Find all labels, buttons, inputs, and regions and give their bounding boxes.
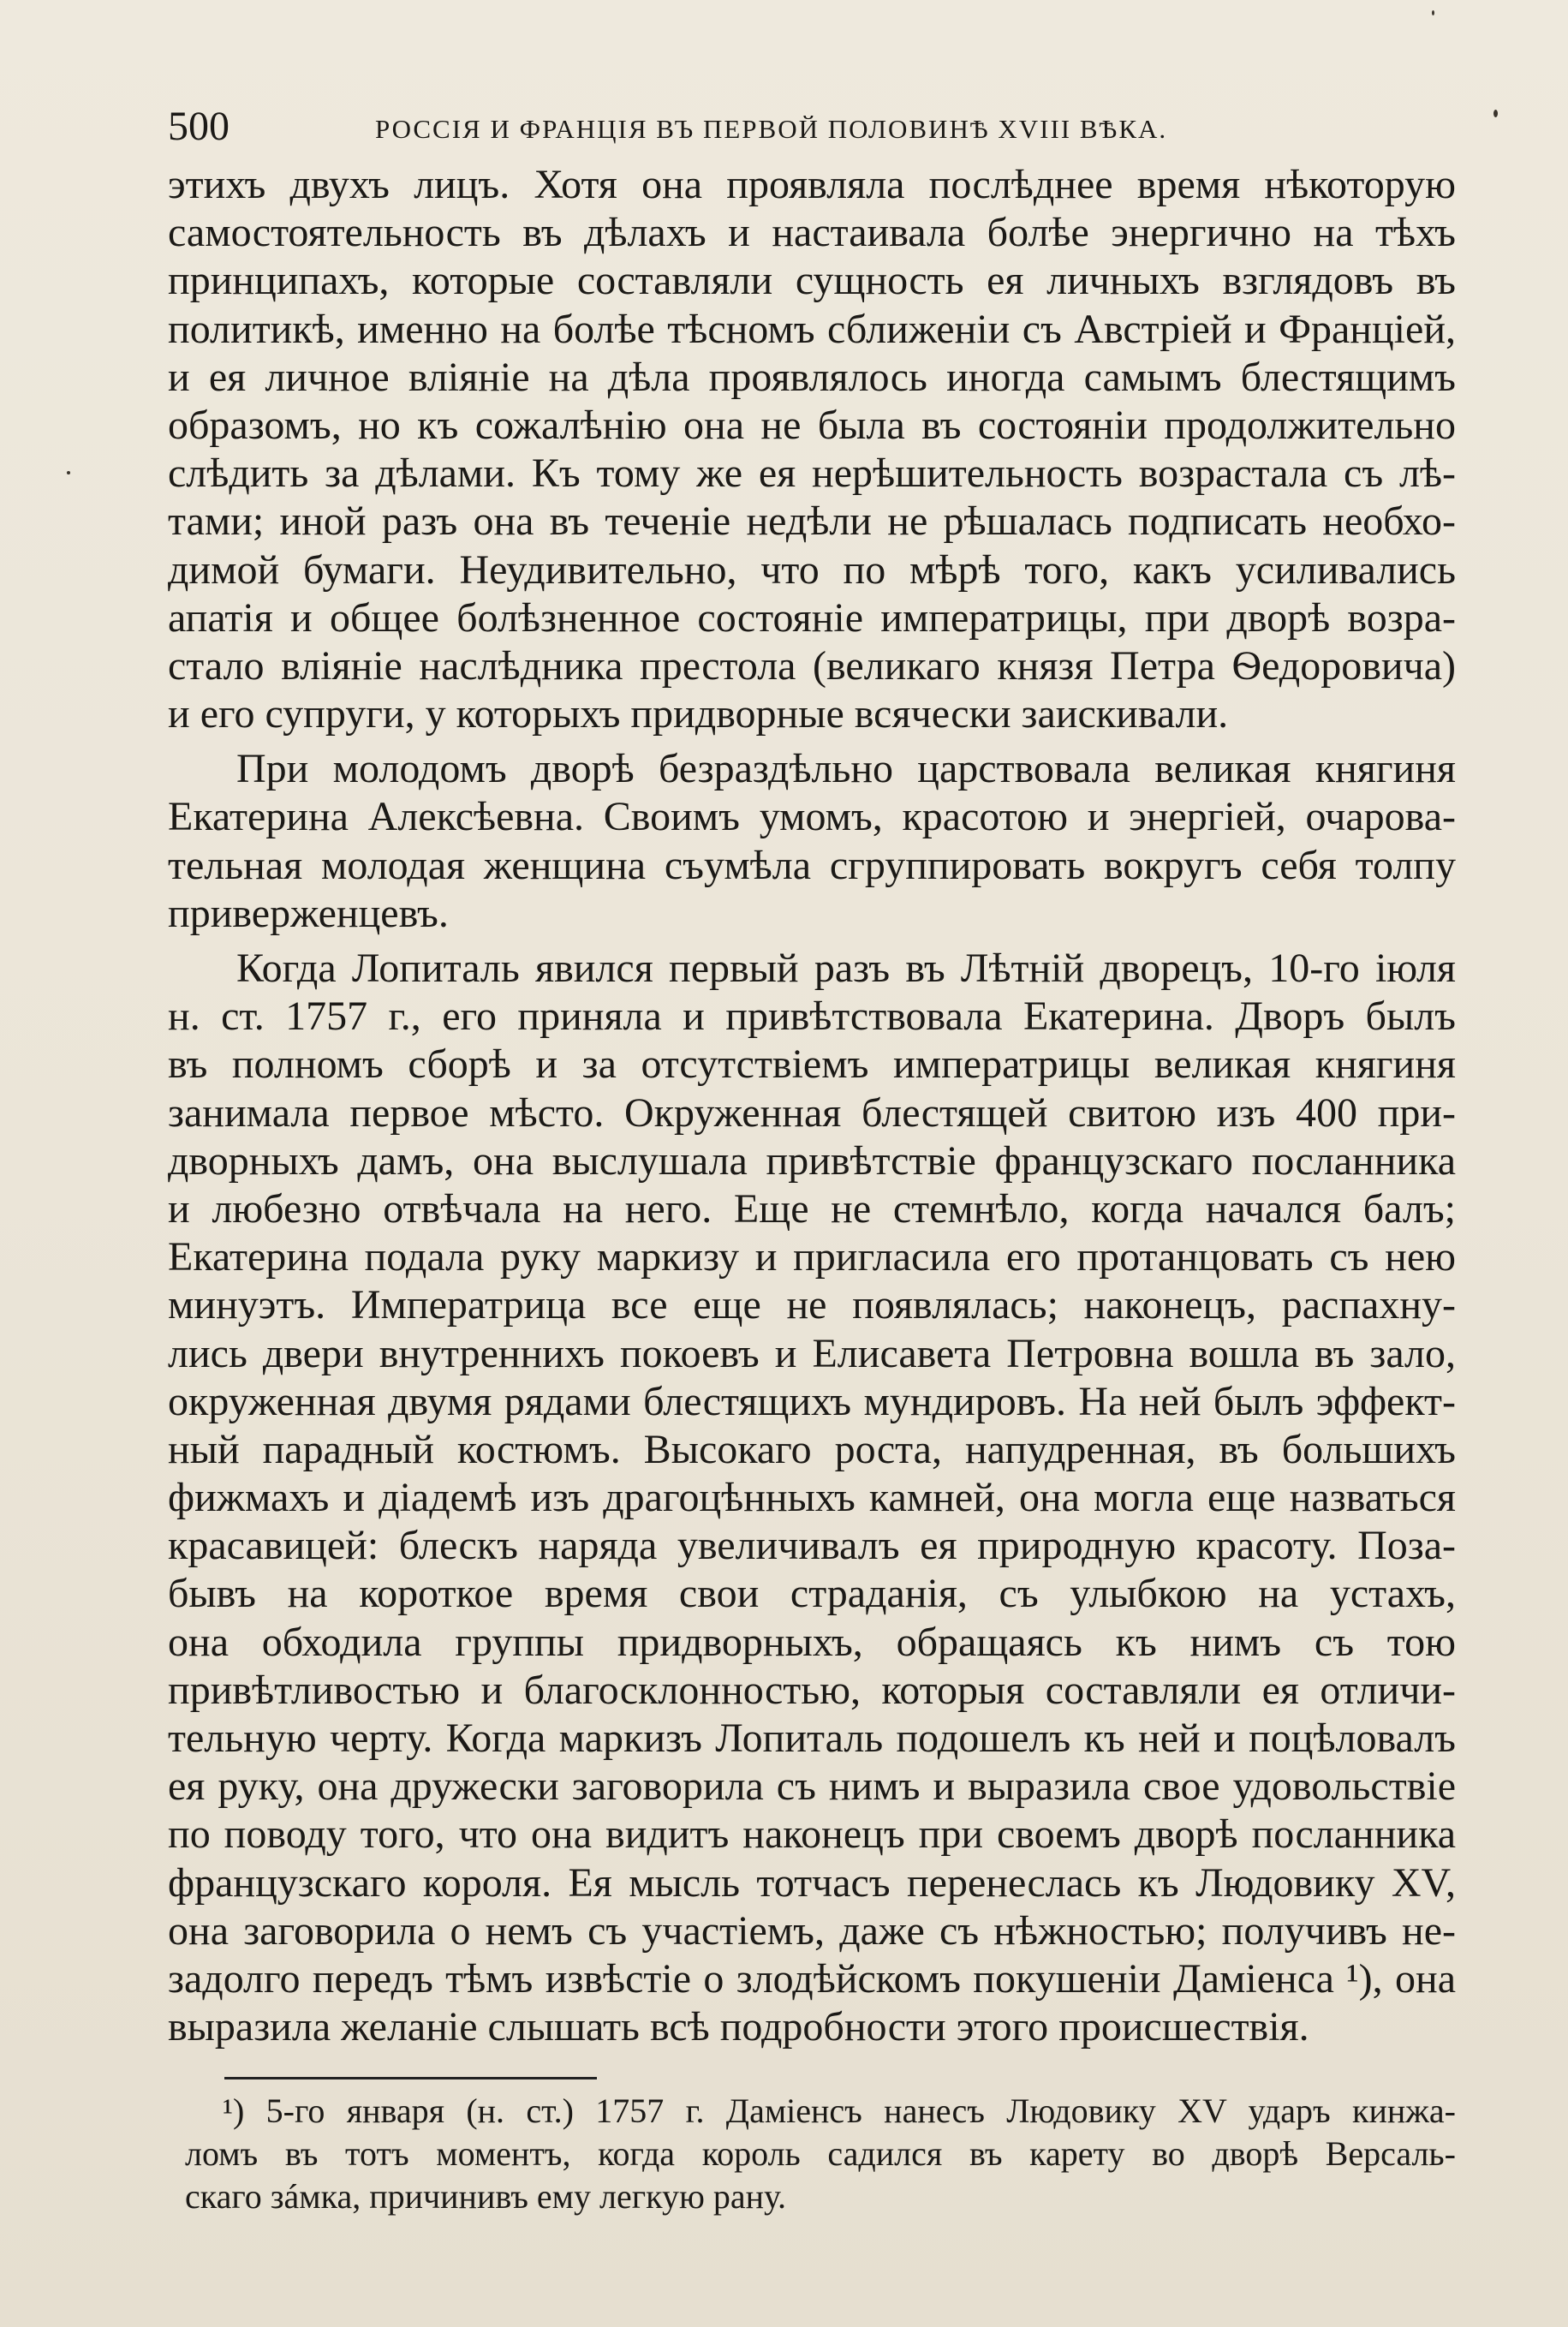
paragraph-1 (168, 161, 1456, 738)
print-speck (1493, 110, 1498, 117)
running-title: РОССІЯ И ФРАНЦІЯ ВЪ ПЕРВОЙ ПОЛОВИНѢ XVIII ВѢКА. (375, 114, 1168, 144)
text-line: При молодомъ дворѣ безраздѣльно царствовала великая княгиня (236, 746, 1456, 792)
text-line: тельную черту. Когда маркизъ Лопиталь подошелъ къ ней и поцѣловалъ (168, 1715, 1456, 1761)
text-line: ный парадный костюмъ. Высокаго роста, напудренная, въ большихъ (168, 1426, 1456, 1472)
footnote-line: ¹) 5-го января (н. ст.) 1757 г. Даміенсъ нанесъ Людовику XV ударъ кинжа- (223, 2091, 1456, 2130)
page-number: 500 (168, 104, 230, 149)
text-line: и ея личное вліяніе на дѣла проявлялось иногда самымъ блестящимъ (168, 354, 1456, 400)
paragraph-3 (168, 945, 1456, 2051)
text-line: самостоятельность въ дѣлахъ и настаивала болѣе энергично на тѣхъ (168, 210, 1456, 256)
text-line: французскаго короля. Ея мысль тотчасъ перенеслась къ Людовику XV, (168, 1859, 1456, 1906)
text-line: Екатерина Алексѣевна. Своимъ умомъ, красотою и энергіей, очарова- (168, 794, 1456, 840)
page-header (168, 101, 1452, 152)
text-line: Екатерина подала руку маркизу и пригласила его протанцовать съ нею (168, 1234, 1456, 1280)
footnote-divider (224, 2077, 597, 2079)
text-line: Когда Лопиталь явился первый разъ въ Лѣтній дворецъ, 10-го іюля (236, 946, 1456, 991)
text-line: этихъ двухъ лицъ. Хотя она проявляла послѣднее время нѣкоторую (168, 162, 1456, 207)
text-line: минуэтъ. Императрица все еще не появлялась; наконецъ, распахну- (168, 1282, 1456, 1328)
text-line: тельная молодая женщина съумѣла сгруппировать вокругъ себя толпу (168, 842, 1456, 888)
text-line: по поводу того, что она видитъ наконецъ при своемъ дворѣ посланника (168, 1811, 1456, 1858)
text-line: задолго передъ тѣмъ извѣстіе о злодѣйскомъ покушеніи Даміенса ¹), она (168, 1955, 1456, 2002)
text-line: красавицей: блескъ наряда увеличивалъ ея природную красоту. Поза- (168, 1523, 1456, 1569)
text-line: она заговорила о немъ съ участіемъ, даже съ нѣжностью; получивъ не- (168, 1907, 1456, 1954)
footnote-line: скаго зáмка, причинивъ ему легкую рану. (185, 2177, 787, 2216)
footnote-line: ломъ въ тотъ моментъ, когда король садился въ карету во дворѣ Версаль- (185, 2134, 1456, 2173)
text-line: стало вліяніе наслѣдника престола (великаго князя Петра Ѳедоровича) (168, 642, 1456, 689)
text-line: выразила желаніе слышать всѣ подробности этого происшествія. (168, 2004, 1309, 2050)
text-line: фижмахъ и діадемѣ изъ драгоцѣнныхъ камней, она могла еще назваться (168, 1475, 1456, 1521)
print-speck (1432, 10, 1434, 15)
text-line: ея руку, она дружески заговорила съ нимъ и выразила свое удовольствіе (168, 1763, 1456, 1810)
text-line: слѣдить за дѣлами. Къ тому же ея нерѣшительность возрастала съ лѣ- (168, 450, 1456, 497)
text-line: въ полномъ сборѣ и за отсутствіемъ императрицы великая княгиня (168, 1041, 1456, 1088)
text-line: димой бумаги. Неудивительно, что по мѣрѣ того, какъ усиливались (168, 546, 1456, 593)
text-line: н. ст. 1757 г., его приняла и привѣтствовала Екатерина. Дворъ былъ (168, 993, 1456, 1040)
text-line: бывъ на короткое время свои страданія, съ улыбкою на устахъ, (168, 1571, 1456, 1617)
text-line: занимала первое мѣсто. Окруженная блестящей свитою изъ 400 при- (168, 1089, 1456, 1136)
text-line: приверженцевъ. (168, 890, 449, 936)
body-text (168, 161, 1456, 2051)
text-line: окруженная двумя рядами блестящихъ мундировъ. На ней былъ эффект- (168, 1378, 1456, 1424)
text-line: апатія и общее болѣзненное состояніе императрицы, при дворѣ возра- (168, 594, 1456, 641)
text-line: политикѣ, именно на болѣе тѣсномъ сближеніи съ Австріей и Франціей, (168, 306, 1456, 352)
text-line: и любезно отвѣчала на него. Еще не стемнѣло, когда начался балъ; (168, 1185, 1456, 1232)
text-line: образомъ, но къ сожалѣнію она не была въ состояніи продолжительно (168, 402, 1456, 448)
text-line: дворныхъ дамъ, она выслушала привѣтствіе французскаго посланника (168, 1137, 1456, 1184)
paragraph-2 (168, 745, 1456, 938)
text-line: и его супруги, у которыхъ придворные всячески заискивали. (168, 691, 1229, 737)
footnote (185, 2090, 1456, 2218)
text-line: она обходила группы придворныхъ, обращаясь къ нимъ съ тою (168, 1619, 1456, 1665)
print-speck (67, 471, 70, 474)
text-line: привѣтливостью и благосклонностью, которыя составляли ея отличи- (168, 1667, 1456, 1713)
text-line: тами; иной разъ она въ теченіе недѣли не рѣшалась подписать необхо- (168, 498, 1456, 545)
text-line: лись двери внутреннихъ покоевъ и Елисавета Петровна вошла въ зало, (168, 1330, 1456, 1376)
text-line: принципахъ, которые составляли сущность ея личныхъ взглядовъ въ (168, 258, 1456, 304)
